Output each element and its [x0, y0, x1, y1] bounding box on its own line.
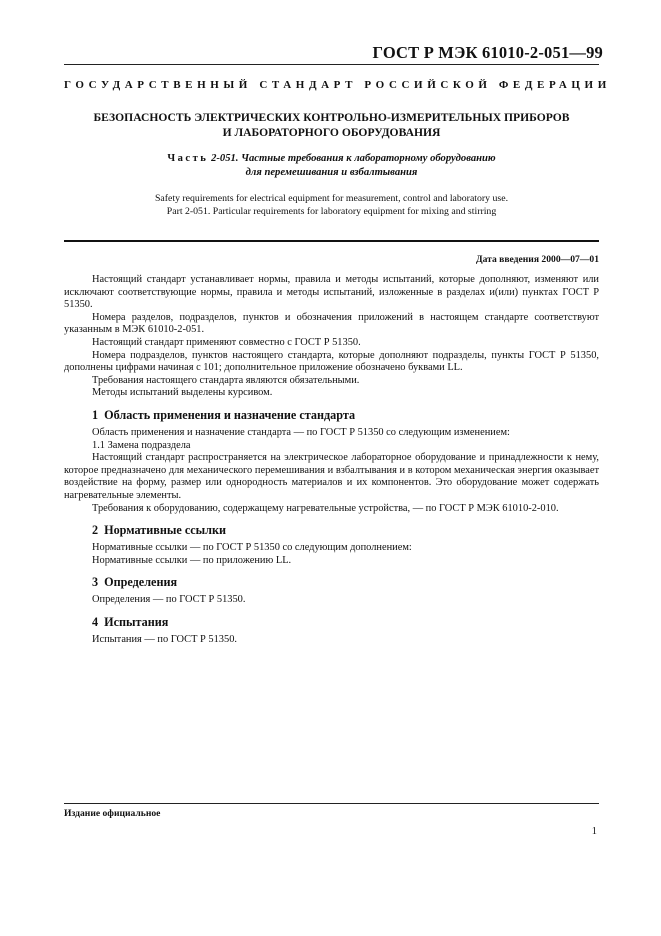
section-title: Область применения и назначение стандарта [104, 407, 356, 422]
section-heading-3 [92, 575, 599, 590]
intro-paragraph: Настоящий стандарт применяют совместно с ГОСТ Р 51350. [92, 336, 361, 348]
part-label: Часть [167, 153, 209, 164]
english-title [64, 193, 599, 218]
footer-rule [64, 803, 599, 804]
part-title [64, 152, 599, 179]
introduction-date: Дата введения 2000—07—01 [476, 254, 599, 265]
section-number: 3 [92, 575, 99, 590]
section-paragraph: 1.1 Замена подраздела [92, 439, 191, 451]
intro-paragraph: Номера разделов, подразделов, пунктов и обозначения приложений в настоящем стандарте соответствуют указанным в МЭК 61010-2-051. [64, 311, 599, 336]
section-heading-1 [92, 408, 599, 423]
main-title-line-2: И ЛАБОРАТОРНОГО ОБОРУДОВАНИЯ [222, 126, 441, 139]
section-paragraph: Область применения и назначение стандарта — по ГОСТ Р 51350 со следующим изменением: [92, 426, 510, 438]
section-paragraph: Требования к оборудованию, содержащему нагревательные устройства, — по ГОСТ Р МЭК 61010-2-010. [92, 502, 559, 514]
page-number: 1 [591, 826, 597, 837]
section-number: 2 [92, 523, 99, 538]
intro-paragraph: Номера подразделов, пунктов настоящего стандарта, которые дополняют подразделы, пункты ГОСТ Р 51350, дополнены цифрами начиная с 101; дополнительное приложение обозначено буквами LL. [64, 349, 599, 374]
section-number: 1 [92, 407, 99, 422]
official-edition-label: Издание официальное [64, 808, 161, 819]
title-divider [64, 240, 599, 242]
government-standard-title: ГОСУДАРСТВЕННЫЙ СТАНДАРТ РОССИЙСКОЙ ФЕДЕРАЦИИ [64, 79, 611, 91]
english-title-line-1: Safety requirements for electrical equipment for measurement, control and laboratory use. [154, 193, 509, 204]
document-code: ГОСТ Р МЭК 61010-2-051—99 [372, 43, 603, 62]
intro-paragraph: Методы испытаний выделены курсивом. [92, 387, 273, 399]
main-title-line-1: БЕЗОПАСНОСТЬ ЭЛЕКТРИЧЕСКИХ КОНТРОЛЬНО-ИЗМЕРИТЕЛЬНЫХ ПРИБОРОВ [93, 111, 570, 124]
standard-main-title [64, 110, 599, 140]
document-body [64, 274, 599, 646]
section-title: Нормативные ссылки [104, 523, 227, 538]
part-title-text-2: для перемешивания и взбалтывания [245, 166, 418, 178]
section-paragraph: Настоящий стандарт распространяется на электрическое лабораторное оборудование и принадлежности к нему, которое предназначено для механического перемешивания и взбалтывания и в котором механическая энергия оказывает воздействие на форму, размер или однородность материалов и их компонентов. Это оборудование может содержать нагревательные элементы. [64, 452, 599, 501]
intro-paragraph: Требования настоящего стандарта являются обязательными. [92, 374, 360, 386]
section-heading-4 [92, 615, 599, 630]
section-title: Испытания [104, 614, 169, 629]
part-title-line-1 [64, 152, 599, 166]
section-paragraph: Испытания — по ГОСТ Р 51350. [92, 633, 237, 645]
part-title-line-2 [64, 166, 599, 180]
section-number: 4 [92, 614, 99, 629]
header-rule [64, 64, 599, 65]
english-title-line-2: Part 2-051. Particular requirements for laboratory equipment for mixing and stirring [166, 205, 497, 217]
section-paragraph: Нормативные ссылки — по приложению LL. [92, 554, 292, 566]
section-heading-2 [92, 523, 599, 538]
intro-paragraph: Настоящий стандарт устанавливает нормы, правила и методы испытаний, которые дополняют, изменяют или исключают соответствующие нормы, правила и методы испытаний, изложенные в разделах и(или) пунктах ГОСТ Р 51350. [64, 274, 599, 311]
section-title: Определения [104, 575, 178, 590]
part-title-text-1: 2-051. Частные требования к лабораторному оборудованию [211, 153, 496, 164]
section-paragraph: Нормативные ссылки — по ГОСТ Р 51350 со следующим дополнением: [92, 542, 412, 554]
section-paragraph: Определения — по ГОСТ Р 51350. [92, 594, 246, 606]
